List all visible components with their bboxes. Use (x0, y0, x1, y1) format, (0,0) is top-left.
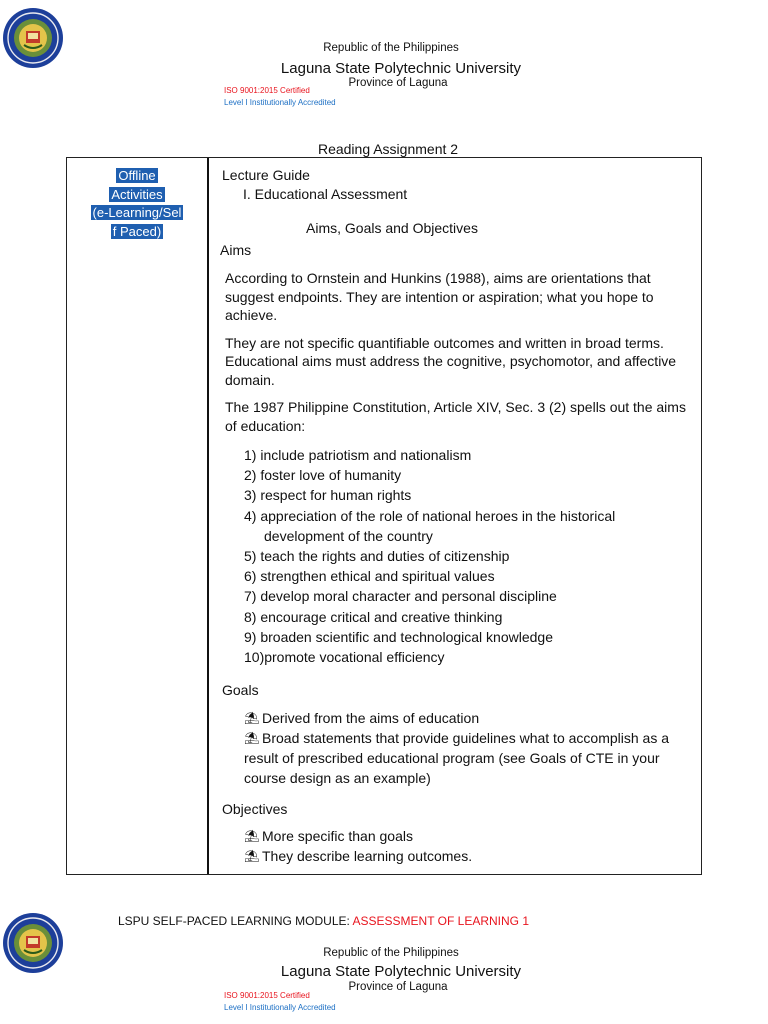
activity-type-line: f Paced) (112, 223, 162, 239)
bullet-icon: ⛱ (244, 849, 260, 864)
list-item: ⛱ Derived from the aims of education (244, 709, 480, 726)
list-item: 6) strengthen ethical and spiritual values (244, 568, 495, 585)
list-item: 7) develop moral character and personal discipline (244, 588, 557, 605)
aims-paragraph-2: They are not specific quantifiable outcomes and written in broad terms. Educational aims must address the cognitive, psychomotor, and affective domain. (225, 334, 677, 388)
list-item: 4) appreciation of the role of national heroes in the historical (244, 507, 616, 524)
list-item: 2) foster love of humanity (244, 467, 402, 484)
bullet-icon: ⛱ (244, 829, 260, 844)
bullet-icon: ⛱ (244, 710, 260, 725)
list-item-continuation: course design as an example) (244, 769, 431, 786)
list-item: ⛱ They describe learning outcomes. (244, 848, 473, 865)
footer-republic: Republic of the Philippines (323, 947, 459, 959)
lecture-content (222, 166, 692, 866)
column-divider (207, 158, 209, 874)
header-republic: Republic of the Philippines (323, 42, 459, 54)
list-item-continuation: development of the country (264, 527, 433, 544)
lecture-table (66, 157, 702, 875)
list-item: 5) teach the rights and duties of citizenship (244, 548, 510, 565)
aims-heading: Aims (220, 241, 252, 258)
activity-type-line: (e-Learning/Sel (92, 205, 182, 220)
header-province: Province of Laguna (348, 77, 448, 89)
objectives-list (222, 826, 692, 866)
section-heading: I. Educational Assessment (243, 185, 408, 202)
iso-certification: ISO 9001:2015 Certified (224, 86, 310, 95)
footer-university: Laguna State Polytechnic University (280, 963, 522, 980)
module-subject: ASSESSMENT OF LEARNING 1 (352, 914, 530, 928)
objectives-heading: Objectives (222, 800, 288, 817)
module-footer (118, 914, 529, 928)
module-label: LSPU SELF-PACED LEARNING MODULE: (118, 914, 353, 928)
header-university: Laguna State Polytechnic University (280, 60, 522, 77)
list-item: 8) encourage critical and creative thinking (244, 608, 503, 625)
footer-iso-certification: ISO 9001:2015 Certified (224, 991, 310, 1000)
activity-type-cell (67, 167, 207, 241)
footer-province: Province of Laguna (348, 981, 448, 993)
section-subtitle: Aims, Goals and Objectives (306, 220, 478, 236)
activity-type-line: Activities (111, 186, 163, 202)
bullet-icon: ⛱ (244, 730, 260, 745)
list-item: 10)promote vocational efficiency (244, 649, 445, 666)
list-item: 1) include patriotism and nationalism (244, 447, 472, 463)
goals-list (222, 708, 692, 788)
aims-list (222, 445, 692, 667)
activity-type-line: Offline (118, 168, 156, 183)
footer-accreditation-level: Level I Institutionally Accredited (224, 1003, 336, 1012)
goals-heading: Goals (222, 682, 259, 699)
list-item: 9) broaden scientific and technological knowledge (244, 628, 553, 645)
aims-paragraph-3: The 1987 Philippine Constitution, Article XIV, Sec. 3 (2) spells out the aims of education: (225, 399, 686, 434)
list-item: ⛱ Broad statements that provide guidelines what to accomplish as a (244, 729, 670, 746)
assignment-title: Reading Assignment 2 (317, 141, 459, 157)
accreditation-level: Level I Institutionally Accredited (224, 98, 336, 107)
aims-paragraph-1: According to Ornstein and Hunkins (1988), aims are orientations that suggest endpoints. They are intention or aspiration; what you hope to achieve. (225, 270, 654, 323)
list-item-continuation: result of prescribed educational program (see Goals of CTE in your (244, 749, 660, 766)
list-item: 3) respect for human rights (244, 487, 412, 504)
lecture-guide-label: Lecture Guide (222, 167, 310, 183)
list-item: ⛱ More specific than goals (244, 828, 413, 845)
